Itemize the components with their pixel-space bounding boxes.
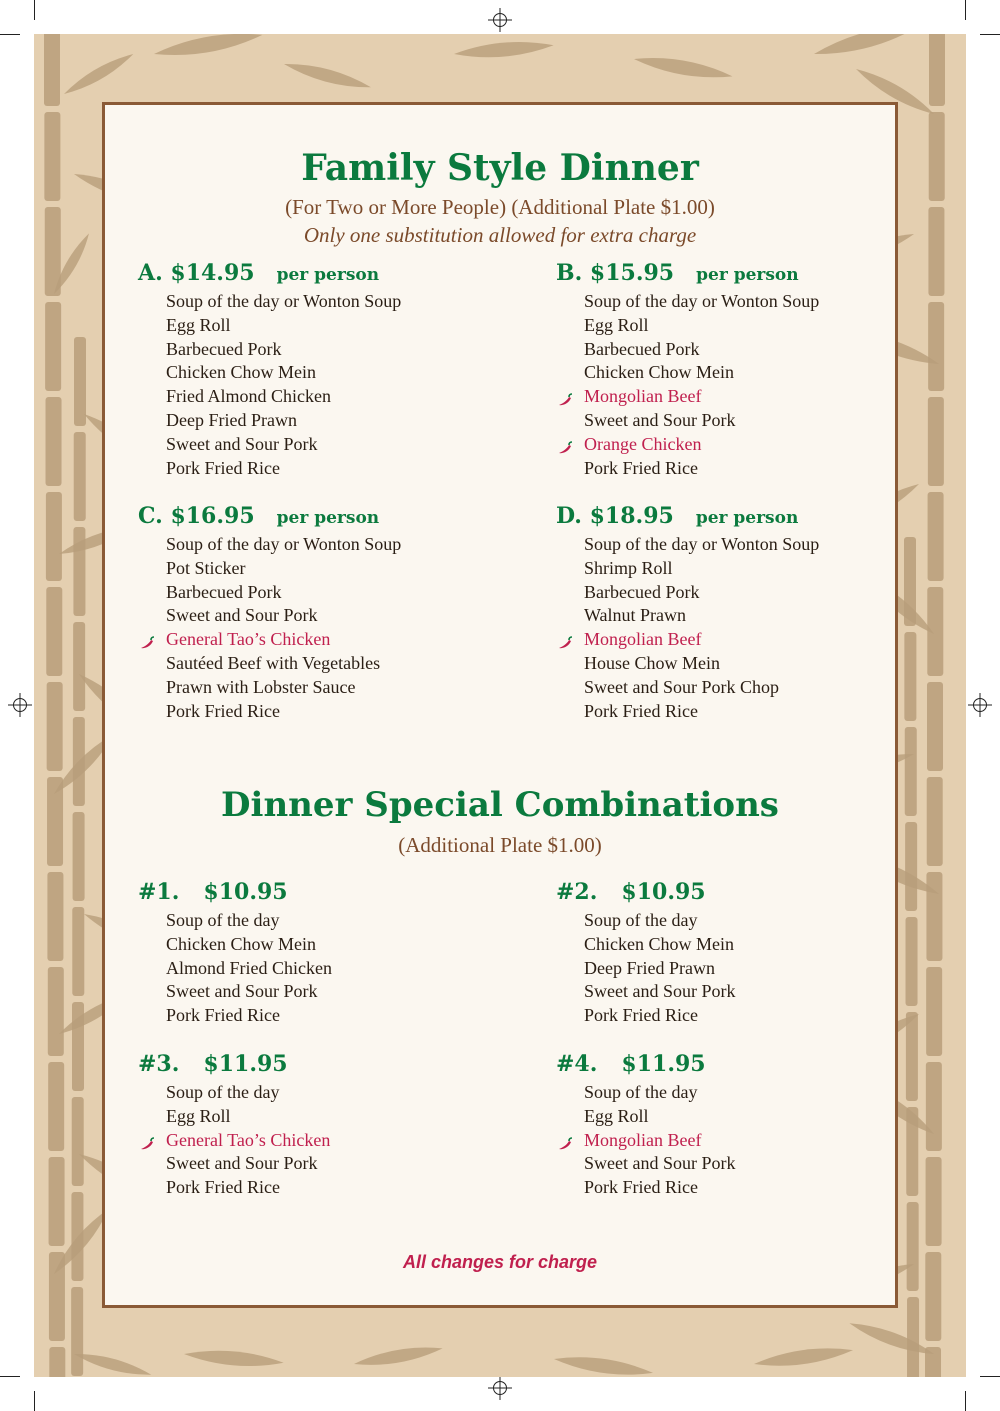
menu-item-name: Pork Fried Rice: [584, 700, 698, 721]
menu-item: [584, 361, 819, 385]
menu-item-name: Soup of the day or Wonton Soup: [166, 291, 402, 311]
menu-item: [166, 676, 401, 700]
menu-item-name: Egg Roll: [584, 1105, 649, 1126]
menu-item-name: Pork Fried Rice: [166, 457, 280, 478]
menu-item-name: Egg Roll: [166, 314, 231, 335]
menu-item: [584, 652, 819, 676]
menu-item-name: Sweet and Sour Pork: [166, 981, 318, 1002]
spicy-menu-item: [584, 385, 819, 409]
menu-item-name: Chicken Chow Mein: [584, 362, 734, 383]
menu-item-name: Egg Roll: [584, 314, 649, 335]
menu-item-list: [556, 909, 736, 1028]
crop-mark: [965, 1391, 966, 1411]
chili-pepper-icon: [557, 1134, 573, 1148]
combo-price: $10.95: [621, 879, 706, 905]
menu-item-name: Sautéed Beef with Vegetables: [166, 652, 381, 673]
menu-item-name: Egg Roll: [166, 1105, 231, 1126]
menu-item: [584, 314, 819, 338]
spicy-menu-item: [166, 1129, 330, 1153]
per-person-label: per person: [276, 265, 380, 285]
menu-item: [166, 1105, 330, 1129]
combo-menu-1: [138, 879, 332, 1028]
chili-pepper-icon: [557, 390, 573, 404]
footer-note: All changes for charge: [402, 1252, 598, 1272]
menu-panel: [102, 102, 898, 1308]
per-person-label: per person: [276, 508, 380, 528]
menu-item-name: Almond Fried Chicken: [166, 957, 332, 978]
menu-item-name: Shrimp Roll: [584, 557, 673, 578]
menu-item: [166, 338, 401, 362]
menu-item-name: Barbecued Pork: [584, 338, 700, 359]
spicy-menu-item: [584, 1129, 736, 1153]
spicy-menu-item: [584, 433, 819, 457]
menu-item: [584, 1176, 736, 1200]
menu-item-name: Pork Fried Rice: [584, 1177, 698, 1198]
combinations-title: Dinner Special Combinations: [221, 785, 779, 825]
crop-mark: [980, 1376, 1000, 1377]
menu-item: [166, 361, 401, 385]
menu-item-name: Soup of the day or Wonton Soup: [584, 534, 820, 554]
menu-item: [584, 557, 819, 581]
menu-item: [584, 909, 736, 933]
menu-item-name: Soup of the day: [166, 1082, 280, 1102]
combo-number: #1.: [138, 879, 180, 905]
menu-item: [584, 409, 819, 433]
menu-item: [166, 1004, 332, 1028]
menu-item: [166, 909, 332, 933]
menu-item-name: Soup of the day: [584, 910, 698, 930]
chili-pepper-icon: [139, 1134, 155, 1148]
menu-item-list: [556, 533, 819, 723]
menu-item-name: Deep Fried Prawn: [166, 409, 297, 430]
menu-item: [166, 433, 401, 457]
chili-pepper-icon: [557, 438, 573, 452]
menu-item-name: Sweet and Sour Pork: [166, 433, 318, 454]
menu-item-name: Pork Fried Rice: [166, 1177, 280, 1198]
menu-item-name: Barbecued Pork: [584, 581, 700, 602]
menu-item: [166, 1152, 330, 1176]
chili-pepper-icon: [139, 633, 155, 647]
combo-price: $10.95: [203, 879, 288, 905]
menu-item: [584, 957, 736, 981]
menu-item-list: [556, 1081, 736, 1200]
menu-code-price: A. $14.95: [138, 260, 255, 286]
crop-mark: [980, 34, 1000, 35]
menu-item-list: [138, 1081, 330, 1200]
per-person-label: per person: [696, 265, 799, 285]
menu-item-name: Sweet and Sour Pork: [584, 409, 736, 430]
menu-item-name: Chicken Chow Mein: [166, 362, 316, 383]
family-menu-b: [556, 260, 819, 480]
menu-code-price: C. $16.95: [138, 503, 255, 529]
menu-item: [166, 652, 401, 676]
registration-mark-icon: [493, 1381, 507, 1395]
menu-item: [584, 700, 819, 724]
menu-item: [166, 1081, 330, 1105]
menu-item: [166, 604, 401, 628]
combo-price: $11.95: [203, 1051, 288, 1077]
menu-item-name: Walnut Prawn: [584, 605, 687, 626]
menu-item: [166, 533, 401, 557]
combo-menu-4: [556, 1051, 736, 1200]
menu-item: [584, 533, 819, 557]
menu-item-name: Chicken Chow Mein: [584, 933, 734, 954]
chili-pepper-icon: [557, 633, 573, 647]
menu-item-name: Sweet and Sour Pork: [584, 981, 736, 1002]
menu-item-name: Pork Fried Rice: [584, 457, 698, 478]
menu-item: [584, 1105, 736, 1129]
combo-number: #2.: [556, 879, 598, 905]
registration-mark-icon: [973, 698, 987, 712]
menu-item-name: Pork Fried Rice: [584, 1005, 698, 1026]
menu-item: [166, 409, 401, 433]
menu-item-list: [138, 533, 401, 723]
menu-code-price: D. $18.95: [556, 503, 674, 529]
substitution-note: Only one substitution allowed for extra charge: [303, 223, 697, 247]
menu-item: [166, 957, 332, 981]
menu-item-name: Sweet and Sour Pork: [584, 1153, 736, 1174]
menu-item-list: [556, 290, 819, 480]
menu-item-name: General Tao’s Chicken: [166, 629, 331, 650]
crop-mark: [34, 1391, 35, 1411]
menu-item-name: Sweet and Sour Pork Chop: [584, 676, 779, 697]
spicy-menu-item: [584, 628, 819, 652]
menu-item: [166, 581, 401, 605]
menu-item-name: Soup of the day or Wonton Soup: [166, 534, 402, 554]
menu-item-name: Pork Fried Rice: [166, 1005, 280, 1026]
menu-item: [166, 557, 401, 581]
crop-mark: [0, 34, 20, 35]
menu-item: [166, 1176, 330, 1200]
menu-item-name: Chicken Chow Mein: [166, 933, 316, 954]
menu-item-name: Prawn with Lobster Sauce: [166, 676, 356, 697]
crop-mark: [34, 0, 35, 20]
menu-item: [584, 604, 819, 628]
menu-item-name: Soup of the day or Wonton Soup: [584, 291, 820, 311]
family-dinner-title: Family Style Dinner: [301, 147, 699, 189]
registration-mark-icon: [13, 698, 27, 712]
menu-item-name: Barbecued Pork: [166, 581, 282, 602]
menu-item: [166, 314, 401, 338]
menu-item-name: Pork Fried Rice: [166, 700, 280, 721]
menu-item-name: Barbecued Pork: [166, 338, 282, 359]
spicy-menu-item: [166, 628, 401, 652]
menu-item: [584, 980, 736, 1004]
combo-number: #4.: [556, 1051, 598, 1077]
menu-item: [584, 1004, 736, 1028]
menu-code-price: B. $15.95: [556, 260, 675, 286]
per-person-label: per person: [695, 508, 799, 528]
menu-item: [166, 700, 401, 724]
family-dinner-subtitle: (For Two or More People) (Additional Plate $1.00): [285, 195, 715, 219]
menu-item: [584, 290, 819, 314]
menu-item-name: Pot Sticker: [166, 557, 246, 578]
menu-item: [584, 581, 819, 605]
menu-item: [166, 290, 401, 314]
combinations-subtitle: (Additional Plate $1.00): [398, 833, 602, 857]
menu-item-name: Sweet and Sour Pork: [166, 1153, 318, 1174]
combo-number: #3.: [138, 1051, 180, 1077]
menu-item: [584, 1152, 736, 1176]
combo-price: $11.95: [621, 1051, 706, 1077]
combo-menu-3: [138, 1051, 330, 1200]
menu-item-name: Mongolian Beef: [584, 1129, 702, 1150]
menu-item: [584, 933, 736, 957]
menu-item: [166, 933, 332, 957]
menu-item-name: Sweet and Sour Pork: [166, 605, 318, 626]
menu-item-name: Mongolian Beef: [584, 386, 702, 407]
menu-item: [584, 676, 819, 700]
registration-mark-icon: [493, 13, 507, 27]
menu-item-name: Soup of the day: [584, 1082, 698, 1102]
menu-item: [166, 385, 401, 409]
menu-item-name: Mongolian Beef: [584, 629, 702, 650]
menu-item-name: Fried Almond Chicken: [166, 386, 331, 407]
combo-menu-2: [556, 879, 736, 1028]
menu-item: [584, 457, 819, 481]
menu-item-list: [138, 290, 401, 480]
menu-item: [166, 980, 332, 1004]
family-menu-d: [556, 503, 819, 723]
menu-item-name: House Chow Mein: [584, 652, 720, 673]
menu-item-name: Soup of the day: [166, 910, 280, 930]
menu-item: [584, 338, 819, 362]
menu-item: [166, 457, 401, 481]
family-menu-a: [138, 260, 401, 480]
menu-item-list: [138, 909, 332, 1028]
menu-item: [584, 1081, 736, 1105]
menu-item-name: Deep Fried Prawn: [584, 957, 715, 978]
menu-item-name: Orange Chicken: [584, 433, 702, 454]
crop-mark: [0, 1376, 20, 1377]
crop-mark: [965, 0, 966, 20]
family-menu-c: [138, 503, 401, 723]
menu-item-name: General Tao’s Chicken: [166, 1129, 331, 1150]
